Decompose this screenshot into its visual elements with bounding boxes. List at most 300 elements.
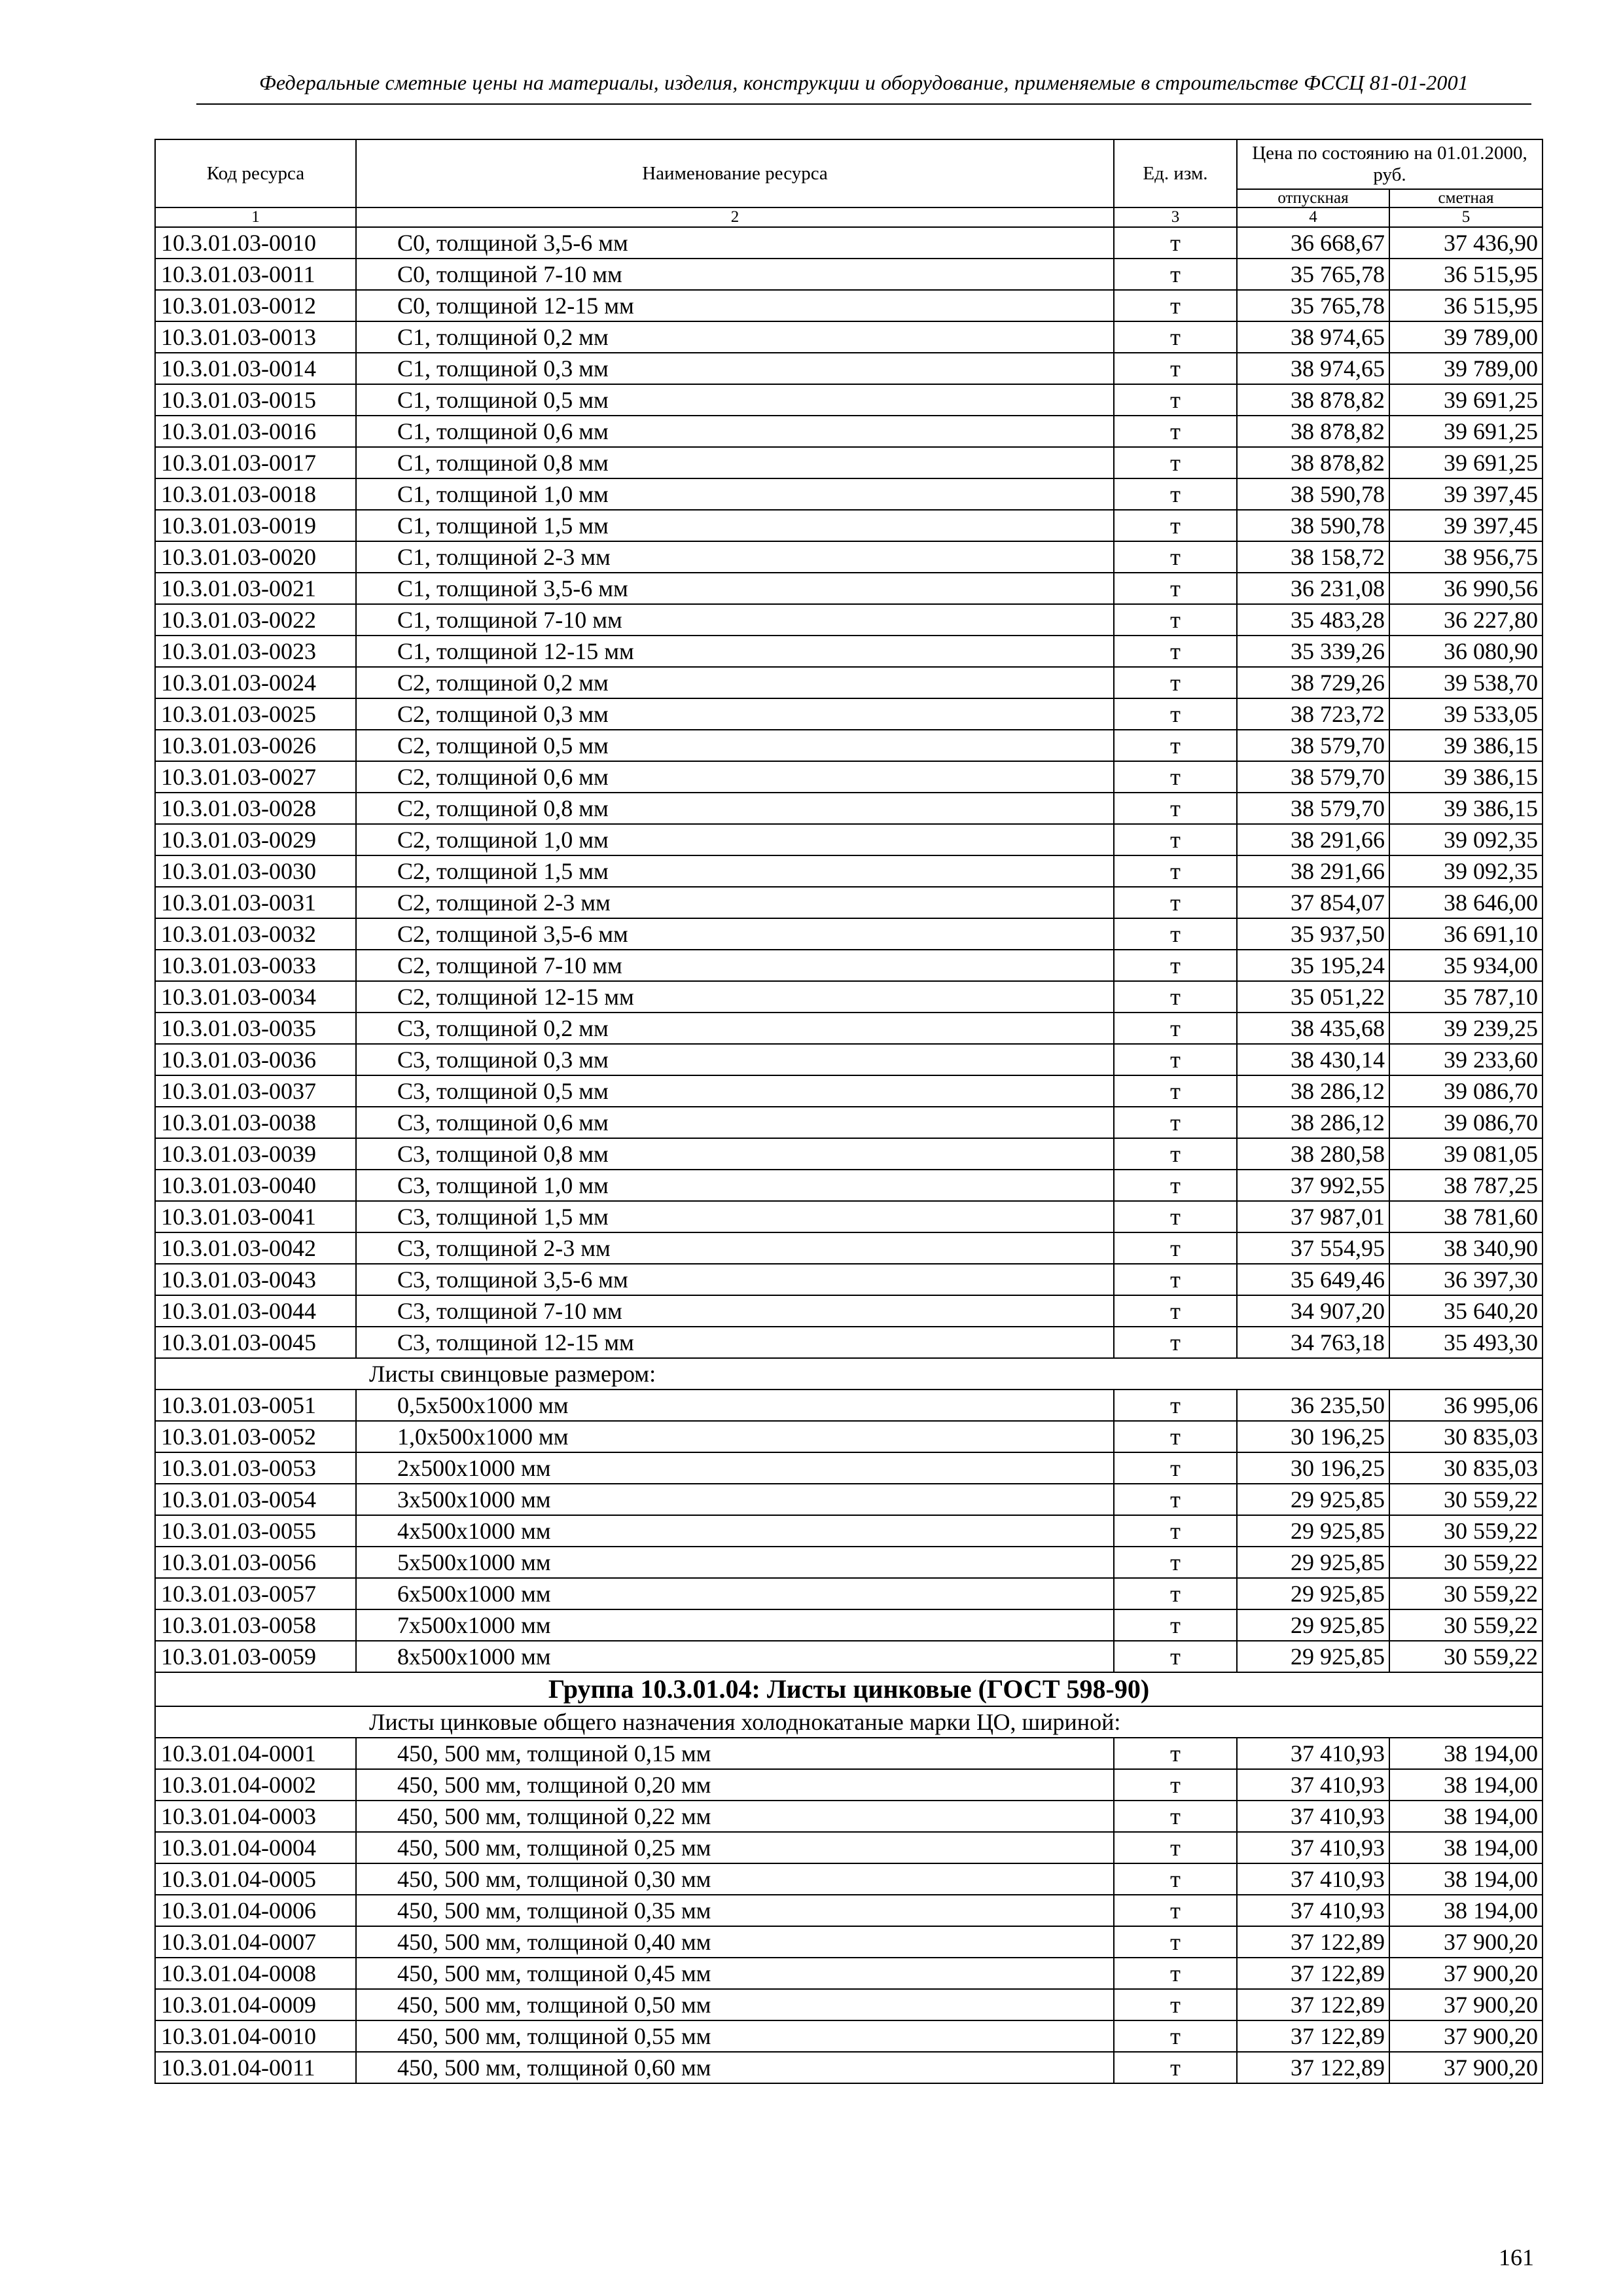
estimate-price: 39 386,15 <box>1389 761 1543 793</box>
estimate-price: 38 194,00 <box>1389 1863 1543 1895</box>
table-row <box>155 1013 1543 1044</box>
resource-code: 10.3.01.03-0033 <box>155 950 356 981</box>
table-row <box>155 1738 1543 1769</box>
table-row <box>155 824 1543 855</box>
estimate-price: 38 194,00 <box>1389 1769 1543 1801</box>
resource-code: 10.3.01.04-0004 <box>155 1832 356 1863</box>
table-row <box>155 478 1543 510</box>
estimate-price: 30 559,22 <box>1389 1515 1543 1547</box>
unit-cell: т <box>1114 1801 1237 1832</box>
unit-cell: т <box>1114 730 1237 761</box>
estimate-price: 37 900,20 <box>1389 2020 1543 2052</box>
resource-name: С1, толщиной 0,2 мм <box>356 321 1114 353</box>
unit-cell: т <box>1114 416 1237 447</box>
table-row <box>155 573 1543 604</box>
table-row <box>155 1295 1543 1327</box>
resource-name: 450, 500 мм, толщиной 0,50 мм <box>356 1989 1114 2020</box>
unit-cell: т <box>1114 290 1237 321</box>
group-zinc <box>155 1672 1543 1738</box>
unit-cell: т <box>1114 1578 1237 1609</box>
resource-name: С3, толщиной 7-10 мм <box>356 1295 1114 1327</box>
estimate-price: 38 194,00 <box>1389 1895 1543 1926</box>
resource-code: 10.3.01.03-0019 <box>155 510 356 541</box>
release-price: 30 196,25 <box>1237 1421 1389 1452</box>
table-row <box>155 1452 1543 1484</box>
resource-name: С2, толщиной 0,8 мм <box>356 793 1114 824</box>
estimate-price: 36 397,30 <box>1389 1264 1543 1295</box>
column-number: 2 <box>356 207 1114 227</box>
table-row <box>155 1895 1543 1926</box>
resource-name: С2, толщиной 0,2 мм <box>356 667 1114 698</box>
table-row <box>155 1515 1543 1547</box>
table-row <box>155 1390 1543 1421</box>
resource-code: 10.3.01.03-0010 <box>155 227 356 259</box>
release-price: 37 410,93 <box>1237 1738 1389 1769</box>
estimate-price: 39 789,00 <box>1389 321 1543 353</box>
release-price: 38 723,72 <box>1237 698 1389 730</box>
unit-cell: т <box>1114 1769 1237 1801</box>
release-price: 38 878,82 <box>1237 416 1389 447</box>
column-number: 3 <box>1114 207 1237 227</box>
resource-name: 2x500x1000 мм <box>356 1452 1114 1484</box>
estimate-price: 30 559,22 <box>1389 1641 1543 1672</box>
table-row <box>155 887 1543 918</box>
header-code: Код ресурса <box>155 139 356 207</box>
unit-cell: т <box>1114 1327 1237 1358</box>
unit-cell: т <box>1114 636 1237 667</box>
resource-name: 450, 500 мм, толщиной 0,25 мм <box>356 1832 1114 1863</box>
release-price: 34 763,18 <box>1237 1327 1389 1358</box>
estimate-price: 38 194,00 <box>1389 1801 1543 1832</box>
unit-cell: т <box>1114 1547 1237 1578</box>
table-row <box>155 730 1543 761</box>
estimate-price: 38 194,00 <box>1389 1832 1543 1863</box>
unit-cell: т <box>1114 259 1237 290</box>
release-price: 37 122,89 <box>1237 2052 1389 2083</box>
resource-code: 10.3.01.04-0003 <box>155 1801 356 1832</box>
estimate-price: 39 386,15 <box>1389 793 1543 824</box>
table-row <box>155 1327 1543 1358</box>
unit-cell: т <box>1114 698 1237 730</box>
resource-name: С3, толщиной 0,8 мм <box>356 1138 1114 1170</box>
resource-code: 10.3.01.03-0032 <box>155 918 356 950</box>
resource-name: С2, толщиной 0,5 мм <box>356 730 1114 761</box>
estimate-price: 39 092,35 <box>1389 855 1543 887</box>
running-header: Федеральные сметные цены на материалы, изделия, конструкции и оборудование, применяемые в строительстве ФССЦ 81-01-2001 <box>259 71 1469 94</box>
table-row <box>155 227 1543 259</box>
unit-cell: т <box>1114 1421 1237 1452</box>
unit-cell: т <box>1114 1926 1237 1958</box>
estimate-price: 38 956,75 <box>1389 541 1543 573</box>
estimate-price: 30 835,03 <box>1389 1421 1543 1452</box>
resource-code: 10.3.01.04-0009 <box>155 1989 356 2020</box>
section-row <box>155 1358 1543 1390</box>
resource-name: С1, толщиной 3,5-6 мм <box>356 573 1114 604</box>
estimate-price: 36 080,90 <box>1389 636 1543 667</box>
release-price: 38 435,68 <box>1237 1013 1389 1044</box>
unit-cell: т <box>1114 981 1237 1013</box>
resource-name: 450, 500 мм, толщиной 0,22 мм <box>356 1801 1114 1832</box>
estimate-price: 39 239,25 <box>1389 1013 1543 1044</box>
resource-code: 10.3.01.03-0026 <box>155 730 356 761</box>
unit-cell: т <box>1114 478 1237 510</box>
release-price: 34 907,20 <box>1237 1295 1389 1327</box>
release-price: 29 925,85 <box>1237 1641 1389 1672</box>
table-row <box>155 1264 1543 1295</box>
section-row <box>155 1706 1543 1738</box>
release-price: 38 590,78 <box>1237 510 1389 541</box>
resource-name: С1, толщиной 0,5 мм <box>356 384 1114 416</box>
unit-cell: т <box>1114 1832 1237 1863</box>
resource-name: 8x500x1000 мм <box>356 1641 1114 1672</box>
section-title: Листы цинковые общего назначения холоднокатаные марки ЦО, шириной: <box>369 1709 1121 1735</box>
resource-code: 10.3.01.03-0036 <box>155 1044 356 1075</box>
resource-name: 450, 500 мм, толщиной 0,35 мм <box>356 1895 1114 1926</box>
resource-name: С2, толщиной 2-3 мм <box>356 887 1114 918</box>
unit-cell: т <box>1114 1609 1237 1641</box>
release-price: 38 878,82 <box>1237 384 1389 416</box>
header-name: Наименование ресурса <box>356 139 1114 207</box>
group-row <box>155 1672 1543 1706</box>
estimate-price: 36 515,95 <box>1389 259 1543 290</box>
release-price: 37 122,89 <box>1237 1958 1389 1989</box>
table-row <box>155 1170 1543 1201</box>
resource-code: 10.3.01.03-0025 <box>155 698 356 730</box>
release-price: 37 122,89 <box>1237 1989 1389 2020</box>
resource-name: С1, толщиной 2-3 мм <box>356 541 1114 573</box>
release-price: 35 649,46 <box>1237 1264 1389 1295</box>
estimate-price: 35 934,00 <box>1389 950 1543 981</box>
table-row <box>155 384 1543 416</box>
resource-name: С2, толщиной 7-10 мм <box>356 950 1114 981</box>
resource-code: 10.3.01.03-0045 <box>155 1327 356 1358</box>
resource-code: 10.3.01.03-0058 <box>155 1609 356 1641</box>
release-price: 37 987,01 <box>1237 1201 1389 1232</box>
estimate-price: 39 397,45 <box>1389 478 1543 510</box>
estimate-price: 39 538,70 <box>1389 667 1543 698</box>
estimate-price: 39 397,45 <box>1389 510 1543 541</box>
release-price: 29 925,85 <box>1237 1547 1389 1578</box>
unit-cell: т <box>1114 1515 1237 1547</box>
resource-name: 450, 500 мм, толщиной 0,60 мм <box>356 2052 1114 2083</box>
release-price: 35 483,28 <box>1237 604 1389 636</box>
resource-code: 10.3.01.03-0044 <box>155 1295 356 1327</box>
unit-cell: т <box>1114 573 1237 604</box>
table-row <box>155 855 1543 887</box>
resource-code: 10.3.01.04-0011 <box>155 2052 356 2083</box>
estimate-price: 37 436,90 <box>1389 227 1543 259</box>
table-row <box>155 1926 1543 1958</box>
estimate-price: 39 789,00 <box>1389 353 1543 384</box>
unit-cell: т <box>1114 667 1237 698</box>
table-row <box>155 604 1543 636</box>
section-title: Листы свинцовые размером: <box>369 1361 656 1387</box>
resource-name: 450, 500 мм, толщиной 0,45 мм <box>356 1958 1114 1989</box>
unit-cell: т <box>1114 918 1237 950</box>
unit-cell: т <box>1114 1863 1237 1895</box>
table-row <box>155 1484 1543 1515</box>
table-row <box>155 636 1543 667</box>
unit-cell: т <box>1114 1138 1237 1170</box>
estimate-price: 39 092,35 <box>1389 824 1543 855</box>
estimate-price: 39 086,70 <box>1389 1107 1543 1138</box>
resource-code: 10.3.01.03-0020 <box>155 541 356 573</box>
estimate-price: 36 515,95 <box>1389 290 1543 321</box>
release-price: 29 925,85 <box>1237 1578 1389 1609</box>
release-price: 29 925,85 <box>1237 1484 1389 1515</box>
resource-name: С3, толщиной 0,3 мм <box>356 1044 1114 1075</box>
release-price: 37 854,07 <box>1237 887 1389 918</box>
resource-code: 10.3.01.04-0002 <box>155 1769 356 1801</box>
resource-code: 10.3.01.03-0017 <box>155 447 356 478</box>
table-row <box>155 1232 1543 1264</box>
estimate-price: 39 386,15 <box>1389 730 1543 761</box>
resource-code: 10.3.01.03-0037 <box>155 1075 356 1107</box>
release-price: 35 765,78 <box>1237 290 1389 321</box>
unit-cell: т <box>1114 1170 1237 1201</box>
release-price: 38 286,12 <box>1237 1107 1389 1138</box>
unit-cell: т <box>1114 2052 1237 2083</box>
estimate-price: 37 900,20 <box>1389 2052 1543 2083</box>
resource-name: С2, толщиной 1,5 мм <box>356 855 1114 887</box>
resource-name: 450, 500 мм, толщиной 0,30 мм <box>356 1863 1114 1895</box>
resource-code: 10.3.01.04-0001 <box>155 1738 356 1769</box>
unit-cell: т <box>1114 855 1237 887</box>
estimate-price: 38 340,90 <box>1389 1232 1543 1264</box>
unit-cell: т <box>1114 1895 1237 1926</box>
header-unit: Ед. изм. <box>1114 139 1237 207</box>
unit-cell: т <box>1114 541 1237 573</box>
estimate-price: 36 990,56 <box>1389 573 1543 604</box>
estimate-price: 37 900,20 <box>1389 1926 1543 1958</box>
table-row <box>155 1044 1543 1075</box>
resource-name: С0, толщиной 12-15 мм <box>356 290 1114 321</box>
estimate-price: 38 787,25 <box>1389 1170 1543 1201</box>
table-row <box>155 1421 1543 1452</box>
estimate-price: 39 691,25 <box>1389 447 1543 478</box>
table-row <box>155 793 1543 824</box>
estimate-price: 39 533,05 <box>1389 698 1543 730</box>
table-row <box>155 2052 1543 2083</box>
column-numbers-row <box>155 207 1543 227</box>
resource-code: 10.3.01.03-0027 <box>155 761 356 793</box>
release-price: 36 231,08 <box>1237 573 1389 604</box>
unit-cell: т <box>1114 887 1237 918</box>
resource-name: С3, толщиной 1,0 мм <box>356 1170 1114 1201</box>
resource-name: С3, толщиной 12-15 мм <box>356 1327 1114 1358</box>
unit-cell: т <box>1114 793 1237 824</box>
resource-name: 7x500x1000 мм <box>356 1609 1114 1641</box>
unit-cell: т <box>1114 761 1237 793</box>
resource-name: 0,5x500x1000 мм <box>356 1390 1114 1421</box>
estimate-price: 39 691,25 <box>1389 416 1543 447</box>
resource-code: 10.3.01.03-0011 <box>155 259 356 290</box>
rows-lead-c-grades <box>155 227 1543 1358</box>
resource-code: 10.3.01.03-0024 <box>155 667 356 698</box>
release-price: 38 729,26 <box>1237 667 1389 698</box>
estimate-price: 38 646,00 <box>1389 887 1543 918</box>
release-price: 35 339,26 <box>1237 636 1389 667</box>
resource-name: 6x500x1000 мм <box>356 1578 1114 1609</box>
resource-code: 10.3.01.03-0028 <box>155 793 356 824</box>
unit-cell: т <box>1114 604 1237 636</box>
table-row <box>155 1547 1543 1578</box>
unit-cell: т <box>1114 1989 1237 2020</box>
header-estimate: сметная <box>1389 189 1543 207</box>
resource-code: 10.3.01.03-0022 <box>155 604 356 636</box>
resource-code: 10.3.01.03-0034 <box>155 981 356 1013</box>
table-row <box>155 698 1543 730</box>
release-price: 35 765,78 <box>1237 259 1389 290</box>
unit-cell: т <box>1114 824 1237 855</box>
resource-name: С1, толщиной 0,8 мм <box>356 447 1114 478</box>
table-row <box>155 321 1543 353</box>
table-row <box>155 1958 1543 1989</box>
resource-code: 10.3.01.03-0029 <box>155 824 356 855</box>
table-row <box>155 1578 1543 1609</box>
table-row <box>155 1075 1543 1107</box>
resource-code: 10.3.01.03-0015 <box>155 384 356 416</box>
release-price: 36 235,50 <box>1237 1390 1389 1421</box>
unit-cell: т <box>1114 227 1237 259</box>
table-row <box>155 950 1543 981</box>
column-number: 4 <box>1237 207 1389 227</box>
table-row <box>155 1609 1543 1641</box>
release-price: 37 992,55 <box>1237 1170 1389 1201</box>
release-price: 38 430,14 <box>1237 1044 1389 1075</box>
estimate-price: 39 081,05 <box>1389 1138 1543 1170</box>
unit-cell: т <box>1114 510 1237 541</box>
release-price: 38 280,58 <box>1237 1138 1389 1170</box>
resource-name: С2, толщиной 12-15 мм <box>356 981 1114 1013</box>
resource-name: 4x500x1000 мм <box>356 1515 1114 1547</box>
unit-cell: т <box>1114 1107 1237 1138</box>
resource-code: 10.3.01.03-0042 <box>155 1232 356 1264</box>
resource-code: 10.3.01.03-0059 <box>155 1641 356 1672</box>
resource-code: 10.3.01.03-0056 <box>155 1547 356 1578</box>
table-row <box>155 1801 1543 1832</box>
estimate-price: 39 691,25 <box>1389 384 1543 416</box>
release-price: 38 590,78 <box>1237 478 1389 510</box>
estimate-price: 39 233,60 <box>1389 1044 1543 1075</box>
header-price-group: Цена по состоянию на 01.01.2000, руб. <box>1237 139 1543 189</box>
resource-code: 10.3.01.03-0035 <box>155 1013 356 1044</box>
table-row <box>155 667 1543 698</box>
estimate-price: 36 691,10 <box>1389 918 1543 950</box>
table-row <box>155 541 1543 573</box>
table-row <box>155 918 1543 950</box>
release-price: 35 937,50 <box>1237 918 1389 950</box>
unit-cell: т <box>1114 2020 1237 2052</box>
release-price: 38 878,82 <box>1237 447 1389 478</box>
table-row <box>155 1201 1543 1232</box>
estimate-price: 37 900,20 <box>1389 1989 1543 2020</box>
header-release: отпускная <box>1237 189 1389 207</box>
release-price: 29 925,85 <box>1237 1515 1389 1547</box>
estimate-price: 36 227,80 <box>1389 604 1543 636</box>
table-row <box>155 416 1543 447</box>
estimate-price: 30 559,22 <box>1389 1547 1543 1578</box>
release-price: 35 051,22 <box>1237 981 1389 1013</box>
resource-code: 10.3.01.04-0007 <box>155 1926 356 1958</box>
release-price: 37 410,93 <box>1237 1832 1389 1863</box>
column-number: 1 <box>155 207 356 227</box>
unit-cell: т <box>1114 1295 1237 1327</box>
resource-code: 10.3.01.03-0012 <box>155 290 356 321</box>
group-title: Группа 10.3.01.04: Листы цинковые (ГОСТ 598-90) <box>155 1672 1543 1706</box>
resource-name: С0, толщиной 3,5-6 мм <box>356 227 1114 259</box>
estimate-price: 30 835,03 <box>1389 1452 1543 1484</box>
unit-cell: т <box>1114 1452 1237 1484</box>
unit-cell: т <box>1114 1044 1237 1075</box>
table-row <box>155 1832 1543 1863</box>
resource-code: 10.3.01.03-0039 <box>155 1138 356 1170</box>
resource-name: С2, толщиной 3,5-6 мм <box>356 918 1114 950</box>
resource-name: С1, толщиной 0,6 мм <box>356 416 1114 447</box>
resource-code: 10.3.01.03-0040 <box>155 1170 356 1201</box>
resource-name: С3, толщиной 3,5-6 мм <box>356 1264 1114 1295</box>
column-number: 5 <box>1389 207 1543 227</box>
resource-code: 10.3.01.03-0014 <box>155 353 356 384</box>
estimate-price: 35 493,30 <box>1389 1327 1543 1358</box>
release-price: 30 196,25 <box>1237 1452 1389 1484</box>
release-price: 38 286,12 <box>1237 1075 1389 1107</box>
estimate-price: 39 086,70 <box>1389 1075 1543 1107</box>
table-row <box>155 2020 1543 2052</box>
table-row <box>155 290 1543 321</box>
release-price: 37 410,93 <box>1237 1895 1389 1926</box>
release-price: 37 410,93 <box>1237 1801 1389 1832</box>
resource-code: 10.3.01.03-0023 <box>155 636 356 667</box>
resource-code: 10.3.01.03-0053 <box>155 1452 356 1484</box>
release-price: 38 291,66 <box>1237 855 1389 887</box>
resource-name: С0, толщиной 7-10 мм <box>356 259 1114 290</box>
table-row <box>155 761 1543 793</box>
table-row <box>155 1138 1543 1170</box>
release-price: 38 579,70 <box>1237 730 1389 761</box>
resource-code: 10.3.01.04-0010 <box>155 2020 356 2052</box>
table-row <box>155 447 1543 478</box>
release-price: 38 291,66 <box>1237 824 1389 855</box>
resource-code: 10.3.01.03-0057 <box>155 1578 356 1609</box>
estimate-price: 38 781,60 <box>1389 1201 1543 1232</box>
estimate-price: 30 559,22 <box>1389 1578 1543 1609</box>
unit-cell: т <box>1114 1201 1237 1232</box>
resource-code: 10.3.01.03-0051 <box>155 1390 356 1421</box>
resource-code: 10.3.01.03-0041 <box>155 1201 356 1232</box>
resource-name: 1,0x500x1000 мм <box>356 1421 1114 1452</box>
table-row <box>155 1989 1543 2020</box>
resource-name: С1, толщиной 1,5 мм <box>356 510 1114 541</box>
resource-name: С3, толщиной 2-3 мм <box>356 1232 1114 1264</box>
resource-name: С1, толщиной 7-10 мм <box>356 604 1114 636</box>
release-price: 36 668,67 <box>1237 227 1389 259</box>
resource-code: 10.3.01.03-0052 <box>155 1421 356 1452</box>
resource-name: С2, толщиной 1,0 мм <box>356 824 1114 855</box>
resource-code: 10.3.01.04-0008 <box>155 1958 356 1989</box>
unit-cell: т <box>1114 1738 1237 1769</box>
release-price: 38 974,65 <box>1237 321 1389 353</box>
estimate-price: 30 559,22 <box>1389 1609 1543 1641</box>
unit-cell: т <box>1114 447 1237 478</box>
table-row <box>155 353 1543 384</box>
resource-name: С3, толщиной 0,2 мм <box>356 1013 1114 1044</box>
resource-code: 10.3.01.03-0030 <box>155 855 356 887</box>
table-row <box>155 510 1543 541</box>
unit-cell: т <box>1114 384 1237 416</box>
release-price: 37 554,95 <box>1237 1232 1389 1264</box>
unit-cell: т <box>1114 1264 1237 1295</box>
